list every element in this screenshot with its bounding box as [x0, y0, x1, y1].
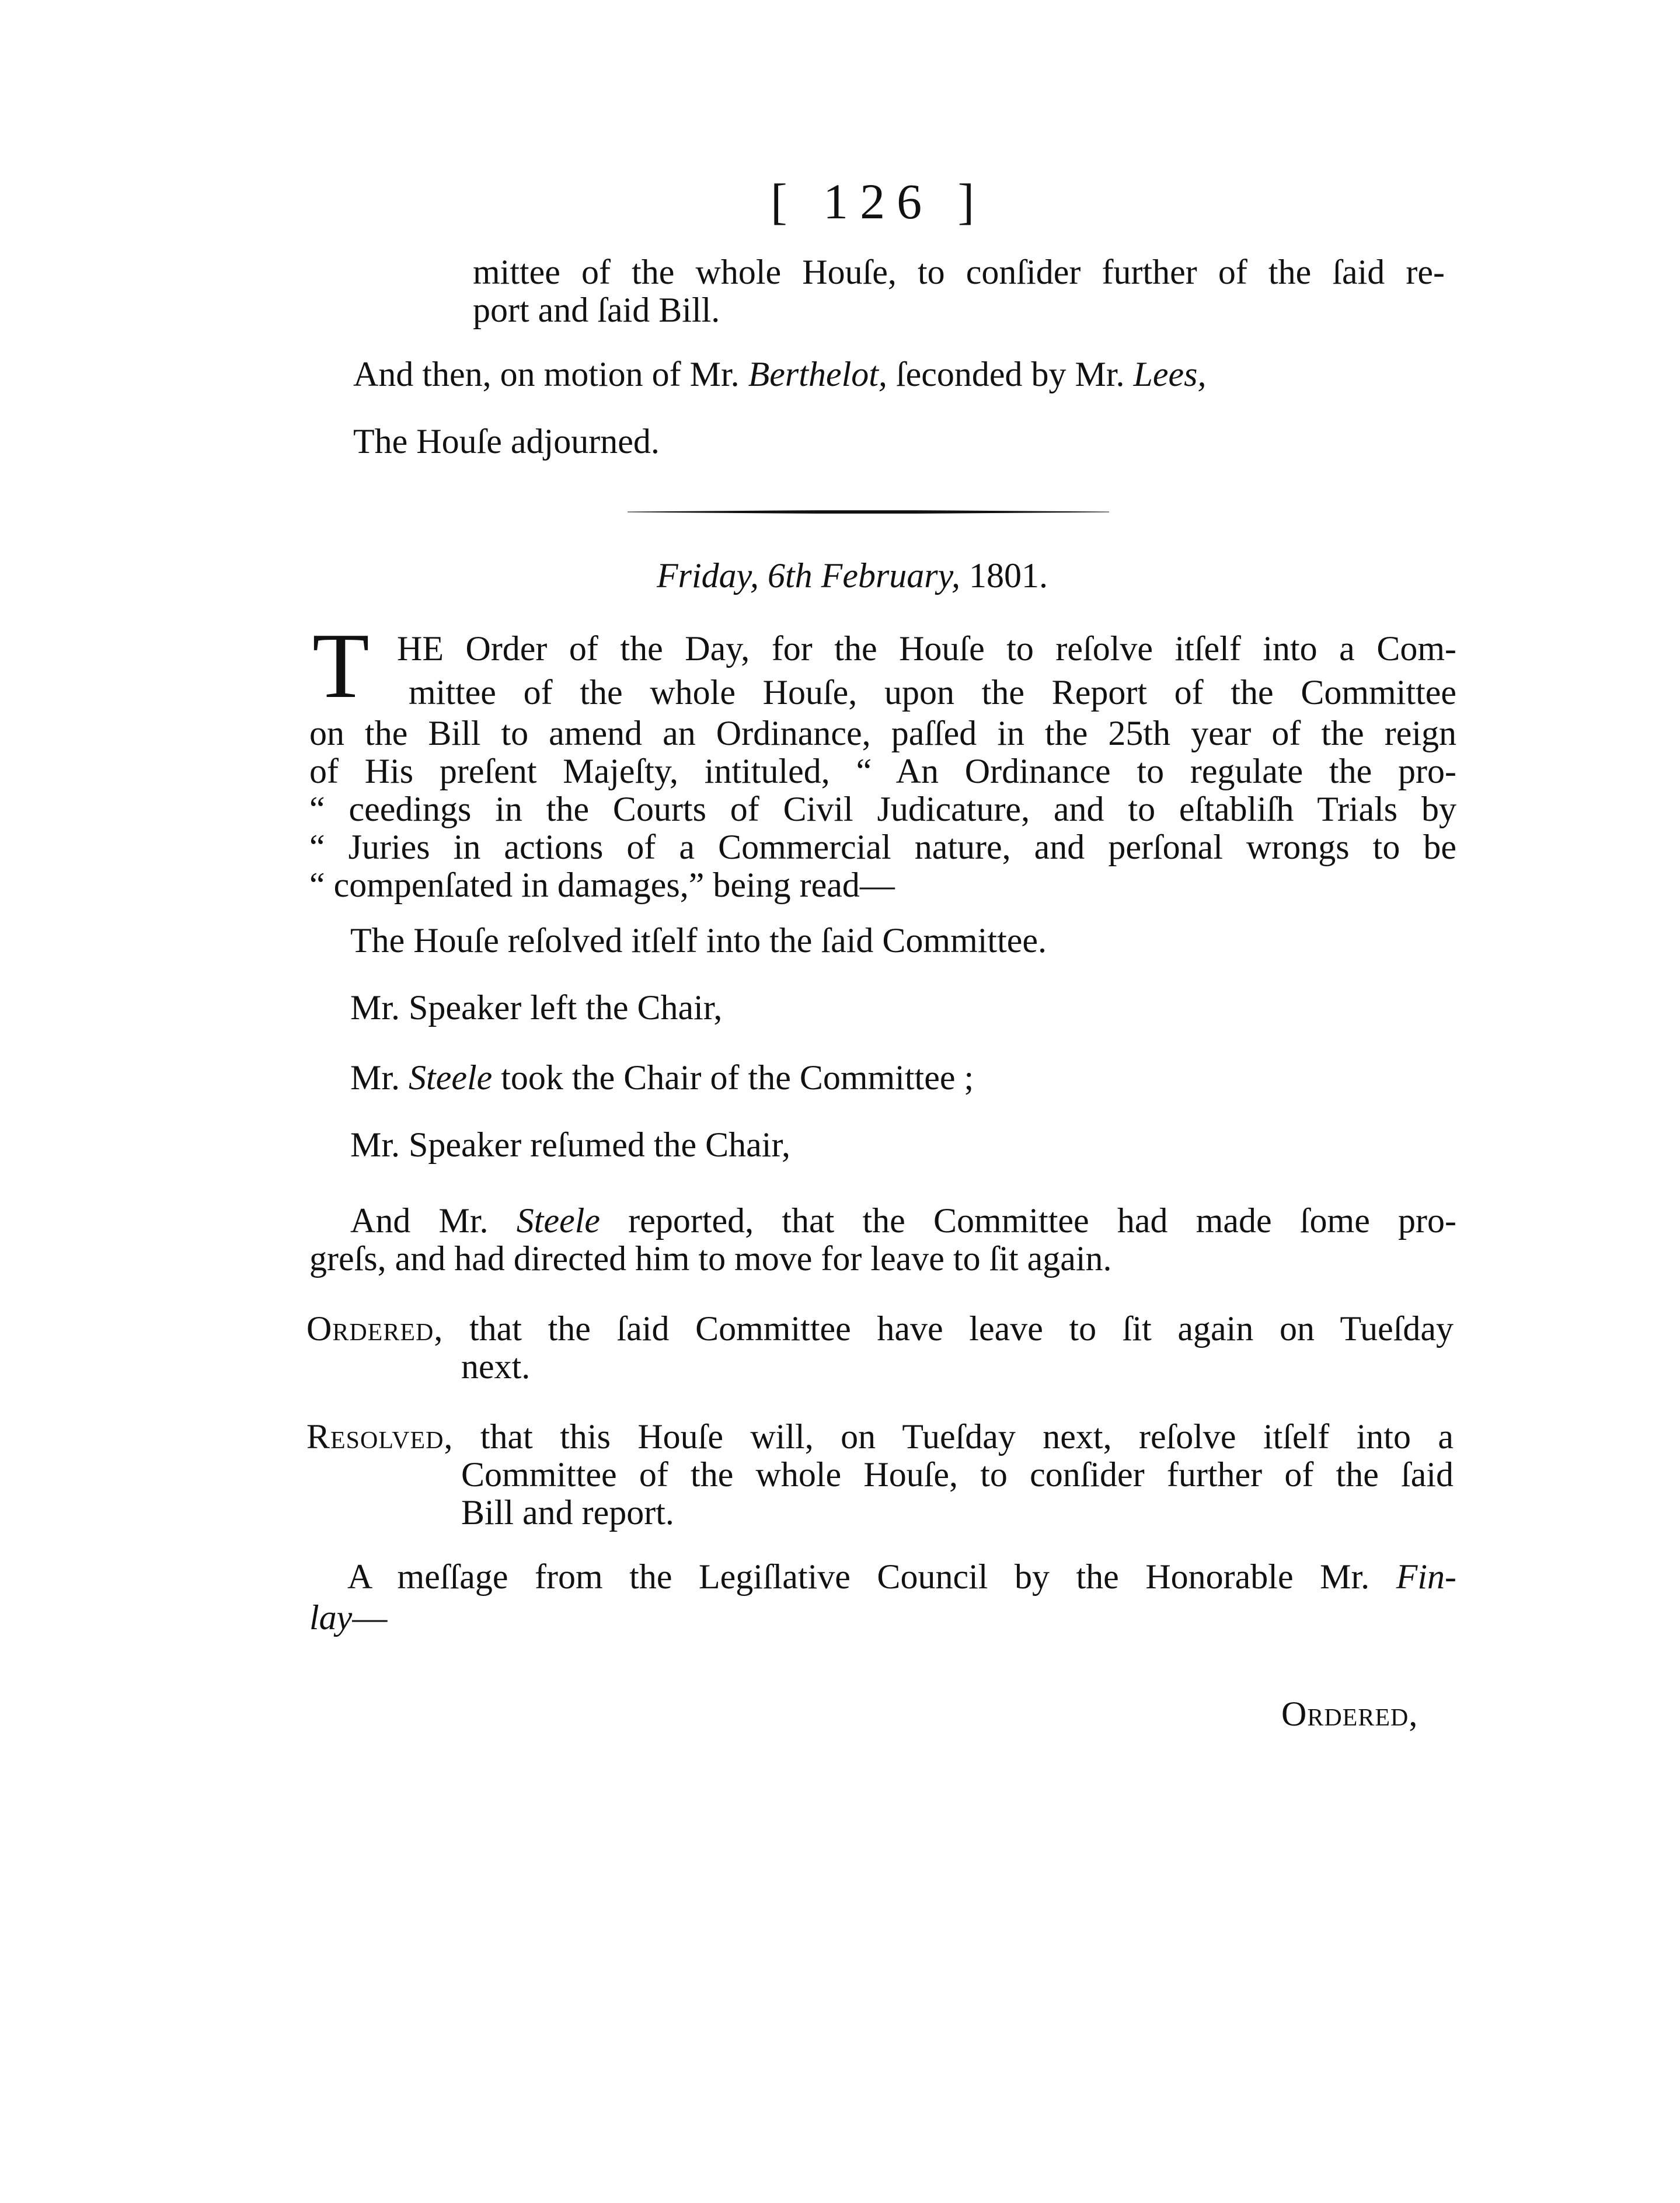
ordered-label: Ordered,	[306, 1309, 444, 1348]
page-number: [ 126 ]	[771, 173, 987, 229]
session-date	[657, 555, 1048, 597]
house-adjourned: The Houſe adjourned.	[353, 422, 660, 461]
ordered-text: that the ſaid Committee have leave to ſit again on Tueſday	[443, 1309, 1454, 1348]
house-resolved-into-committee: The Houſe reſolved itſelf into the ſaid Committee.	[350, 921, 1047, 960]
steele-took-suffix: took the Chair of the Committee ;	[492, 1058, 974, 1097]
ordered-line-1	[306, 1308, 1454, 1350]
resolved-line-1	[306, 1416, 1454, 1458]
order-line-7: “ compenſated in damages,” being read—	[309, 866, 895, 904]
order-line-6: “ Juries in actions of a Commercial nature, and perſonal wrongs to be	[309, 828, 1456, 866]
drop-cap: T	[312, 614, 370, 717]
speaker-left-chair: Mr. Speaker left the Chair,	[350, 988, 723, 1027]
order-line-3: on the Bill to amend an Ordinance, paſſed in the 25th year of the reign	[309, 714, 1456, 752]
resolved-text: that this Houſe will, on Tueſday next, reſolve itſelf into a	[453, 1417, 1454, 1456]
steele-took-prefix: Mr.	[350, 1058, 409, 1097]
report-line-1-suffix: reported, that the Committee had made ſome pro-	[600, 1201, 1456, 1240]
report-steele-name: Steele	[516, 1201, 601, 1240]
resolved-label: Resolved,	[306, 1417, 454, 1456]
continuation-line-1: mittee of the whole Houſe, to conſider further of the ſaid re-	[473, 253, 1445, 291]
date-year: 1801.	[960, 556, 1048, 595]
report-line-2: greſs, and had directed him to move for leave to ſit again.	[309, 1239, 1112, 1278]
message-name-part-1: Fin-	[1396, 1557, 1456, 1596]
steele-name: Steele	[409, 1058, 493, 1097]
date-day: Friday,	[657, 556, 759, 595]
section-divider	[628, 509, 1109, 515]
speaker-resumed-chair: Mr. Speaker reſumed the Chair,	[350, 1125, 791, 1164]
message-line-2	[309, 1597, 387, 1639]
adjourn-seconder: Lees,	[1133, 355, 1207, 393]
continuation-line-2: port and ſaid Bill.	[473, 291, 720, 329]
message-name-part-2: lay	[309, 1598, 353, 1637]
catchword: Ordered,	[1281, 1695, 1418, 1733]
adjourn-prefix: And then, on motion of Mr.	[353, 355, 748, 393]
report-line-1	[350, 1200, 1456, 1242]
adjourn-middle: ſeconded by Mr.	[887, 355, 1134, 393]
order-line-4: of His preſent Majeſty, intituled, “ An Ordinance to regulate the pro-	[309, 752, 1456, 790]
steele-took-chair	[350, 1057, 974, 1099]
message-prefix: A meſſage from the Legiſlative Council by the Honorable Mr.	[347, 1557, 1396, 1596]
resolved-line-3: Bill and report.	[461, 1493, 674, 1532]
message-line-1	[347, 1556, 1456, 1598]
adjourn-motion	[353, 353, 1207, 395]
order-line-1: HE Order of the Day, for the Houſe to reſolve itſelf into a Com-	[397, 629, 1456, 668]
report-prefix: And Mr.	[350, 1201, 517, 1240]
date-month: 6th February,	[759, 556, 960, 595]
adjourn-mover: Berthelot,	[748, 355, 887, 393]
resolved-line-2: Committee of the whole Houſe, to conſider further of the ſaid	[461, 1455, 1454, 1494]
order-line-5: “ ceedings in the Courts of Civil Judicature, and to eſtabliſh Trials by	[309, 790, 1456, 828]
order-line-2: mittee of the whole Houſe, upon the Report of the Committee	[409, 673, 1456, 712]
ordered-line-2: next.	[461, 1347, 531, 1386]
message-dash: —	[352, 1598, 388, 1637]
